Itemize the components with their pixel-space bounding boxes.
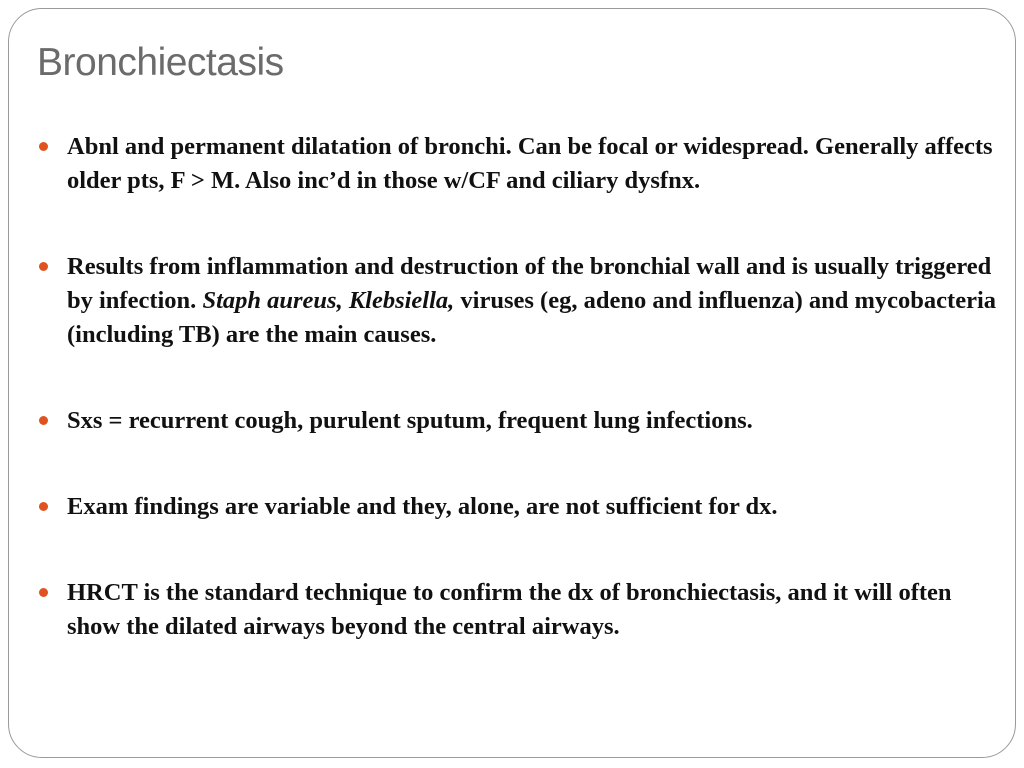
bullet-dot-icon [39, 142, 48, 151]
bullet-text: Abnl and permanent dilatation of bronchi. Can be focal or widespread. Generally affects older pts, F > M. Also inc’d in those w/CF and ciliary dysfnx. [67, 133, 993, 194]
bullet-dot-icon [39, 502, 48, 511]
bullet-text: Exam findings are variable and they, alone, are not sufficient for dx. [67, 493, 778, 520]
bullet-dot-icon [39, 262, 48, 271]
bullet-text: Sxs = recurrent cough, purulent sputum, frequent lung infections. [67, 407, 753, 434]
bullet-text: HRCT is the standard technique to confirm the dx of bronchiectasis, and it will often show the dilated airways beyond the central airways. [67, 579, 952, 640]
bullet-item-definition [36, 130, 996, 198]
bullet-item-imaging [36, 576, 996, 644]
bullet-text-part: Results from inflammation and destruction of the bronchial wall and is usually triggered by infection. [67, 253, 992, 314]
bullet-item-exam [36, 490, 996, 524]
bullet-item-causes [36, 250, 996, 352]
slide-title: Bronchiectasis [37, 41, 284, 84]
bullet-list [36, 130, 996, 644]
bullet-dot-icon [39, 416, 48, 425]
bullet-item-symptoms [36, 404, 996, 438]
bullet-dot-icon [39, 588, 48, 597]
bullet-text-organisms: Staph aureus, Klebsiella, [202, 287, 455, 314]
bullet-text-part: viruses (eg, adeno and influenza) and mycobacteria (including TB) are the main causes. [67, 287, 997, 348]
